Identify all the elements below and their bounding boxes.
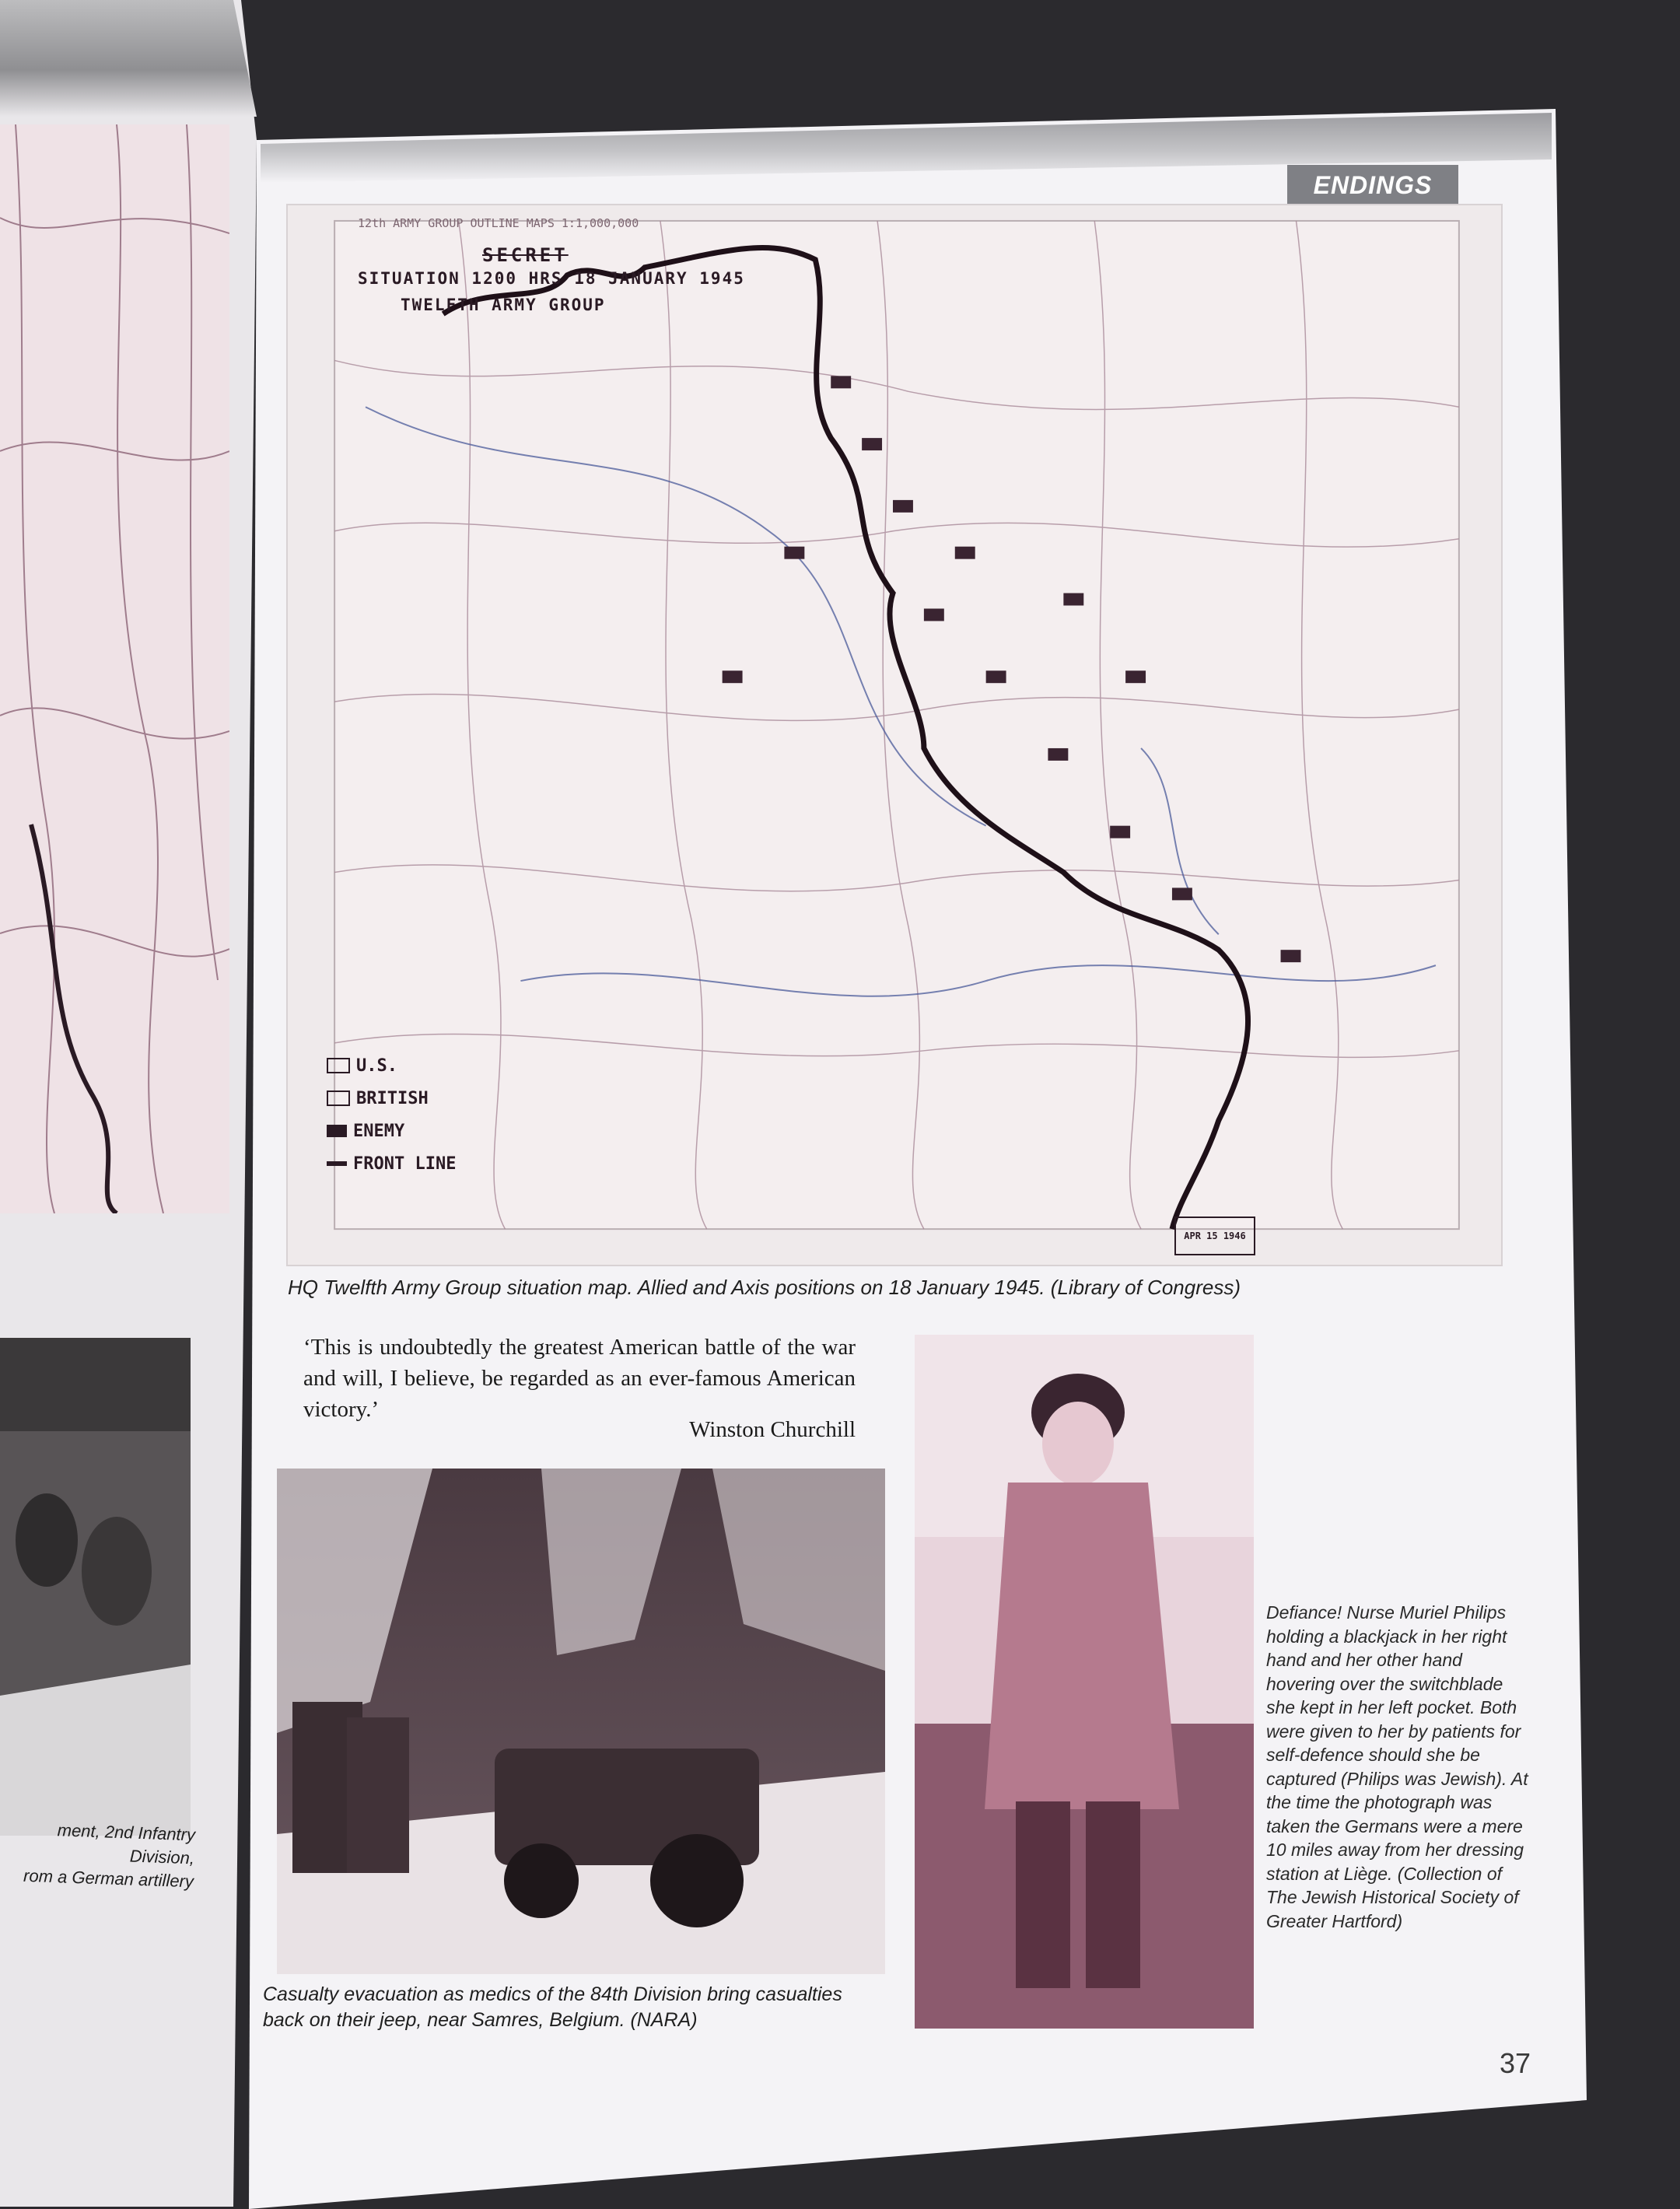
nurse-photo-scene [915,1335,1254,2029]
left-caption-line-2: rom a German artillery [23,1865,194,1892]
jeep-evacuation-photo [277,1469,885,1974]
legend-label-us: U.S. [356,1055,397,1076]
nurse-philips-photo [915,1335,1254,2029]
situation-map-drawing [288,205,1501,1265]
left-page-caption [0,1817,195,1894]
left-map-fragment [0,124,229,1213]
legend-item-british [327,1082,456,1115]
legend-label-enemy: ENEMY [353,1121,405,1141]
situation-map [286,204,1503,1266]
jeep-photo-caption: Casualty evacuation as medics of the 84th Division bring casualties back on their jeep, near Samres, Belgium. (NARA) [263,1983,842,2031]
us-symbol-icon [327,1058,350,1073]
quote-attribution: Winston Churchill [689,1417,856,1442]
churchill-quote: ‘This is undoubtedly the greatest American battle of the war and will, I believe, be regarded as an ever-famous American victory.’ [303,1335,856,1422]
map-title-line-2: TWELFTH ARMY GROUP [401,296,606,314]
map-legend [327,1049,456,1180]
left-map-lines [0,124,229,1213]
map-secret-label: SECRET [482,244,569,266]
section-tab: ENDINGS [1287,165,1458,205]
left-page-header-band [0,0,257,117]
left-soldiers-photo-fragment [0,1338,191,1836]
map-caption: HQ Twelfth Army Group situation map. Allied and Axis positions on 18 January 1945. (Library of Congress) [288,1276,1241,1299]
left-photo-scene [0,1338,191,1836]
legend-item-front-line [327,1147,456,1180]
legend-item-us [327,1049,456,1082]
jeep-photo-scene [277,1469,885,1974]
map-title-line-1: SITUATION 1200 HRS 18 JANUARY 1945 [358,269,745,288]
left-caption-line-1: ment, 2nd Infantry Division, [57,1820,196,1868]
front-line-symbol-icon [327,1161,347,1166]
map-header: 12th ARMY GROUP OUTLINE MAPS 1:1,000,000 [358,216,639,230]
nurse-photo-caption: Defiance! Nurse Muriel Philips holding a blackjack in her right hand and her other hand hovering over the switchblade she kept in her left pocket. Both were given to her by patients for self-defence should she be captured (Philips was Jewish). At the time the photograph was taken the Germans were a mere 10 miles away from her dressing station at Liège. (Collection of The Jewish Historical Society of Greater Hartford) [1266,1602,1528,1931]
enemy-symbol-icon [327,1125,347,1137]
map-archive-stamp: APR 15 1946 [1174,1217,1255,1255]
legend-label-front-line: FRONT LINE [353,1154,457,1174]
legend-item-enemy [327,1115,456,1147]
legend-label-british: BRITISH [356,1088,429,1108]
page-number: 37 [1500,2047,1531,2079]
british-symbol-icon [327,1090,350,1106]
